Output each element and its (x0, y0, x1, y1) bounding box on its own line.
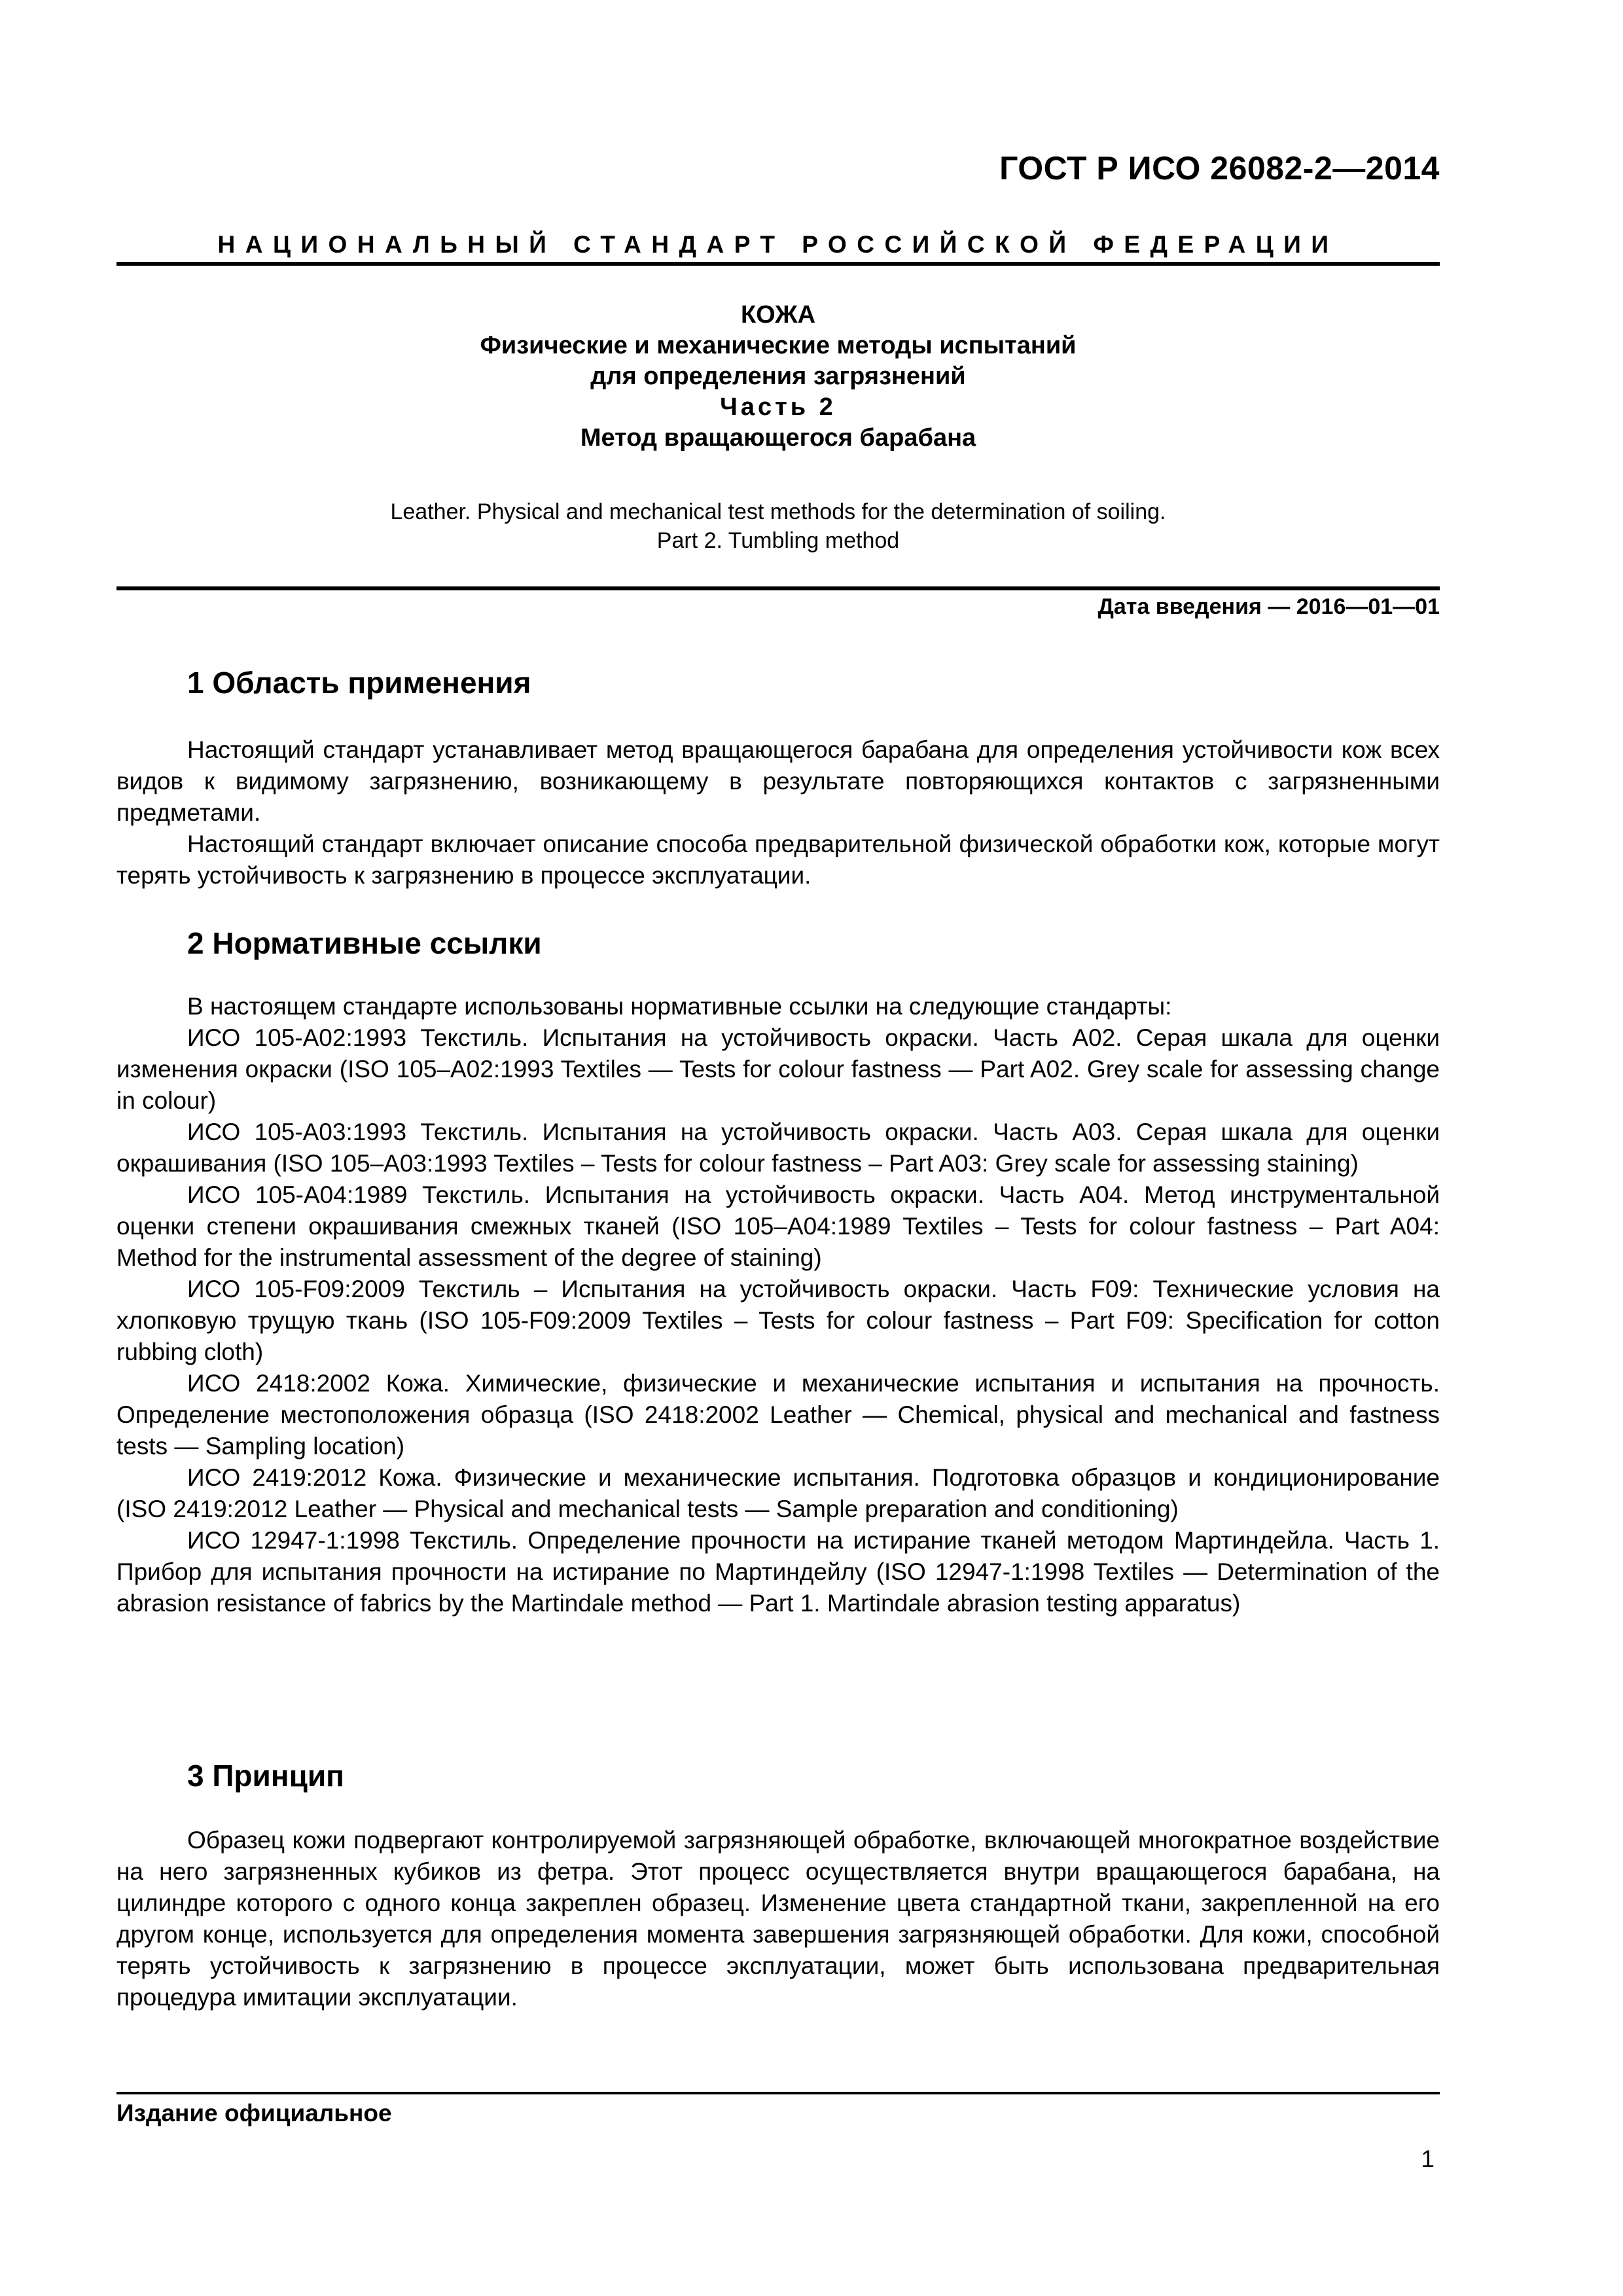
title-line-2: Физические и механические методы испытаний (480, 332, 1077, 359)
section-body (116, 734, 1440, 891)
reference-item: ИСО 2418:2002 Кожа. Химические, физические и механические испытания и испытания на прочность. Определение местоположения образца (ISO 2418:2002 Leather — Chemical, physical and mechanical and fastness tests — Sampling location) (116, 1370, 1440, 1460)
reference-item: ИСО 105-A04:1989 Текстиль. Испытания на устойчивость окраски. Часть A04. Метод инструментальной оценки степени окрашивания смежных тканей (ISO 105–A04:1989 Textiles – Tests for colour fastness – Part A04: Method for the instrumental assessment of the degree of staining) (116, 1181, 1440, 1271)
reference-item: ИСО 2419:2012 Кожа. Физические и механические испытания. Подготовка образцов и кондиционирование (ISO 2419:2012 Leather — Physical and mechanical tests — Sample preparation and conditioning) (116, 1464, 1440, 1522)
reference-item: ИСО 105-F09:2009 Текстиль – Испытания на устойчивость окраски. Часть F09: Технические условия на хлопковую трущую ткань (ISO 105-F09:2009 Textiles – Tests for colour fastness – Part F09: Specification for cotton rubbing cloth) (116, 1276, 1440, 1365)
section-heading: 3 Принцип (187, 1759, 344, 1793)
paragraph: Настоящий стандарт включает описание способа предварительной физической обработки кож, которые могут терять устойчивость к загрязнению в процессе эксплуатации. (116, 831, 1440, 889)
english-title (116, 497, 1440, 555)
english-title-line-1: Leather. Physical and mechanical test methods for the determination of soiling. (390, 499, 1166, 524)
title-line-3: для определения загрязнений (590, 363, 966, 390)
document-title (116, 300, 1440, 454)
national-standard-banner: НАЦИОНАЛЬНЫЙ СТАНДАРТ РОССИЙСКОЙ ФЕДЕРАЦИИ (217, 231, 1339, 258)
footer-rule (116, 2092, 1440, 2094)
page-number: 1 (1421, 2145, 1435, 2172)
document-page (116, 0, 1440, 2296)
title-line-5: Метод вращающегося барабана (580, 424, 976, 452)
paragraph: Настоящий стандарт устанавливает метод вращающегося барабана для определения устойчивости кож всех видов к видимому загрязнению, возникающему в результате повторяющихся контактов с загрязненными предметами. (116, 736, 1440, 826)
reference-item: ИСО 105-A03:1993 Текстиль. Испытания на устойчивость окраски. Часть A03. Серая шкала для оценки окрашивания (ISO 105–A03:1993 Textiles – Tests for colour fastness – Part A03: Grey scale for assessing staining) (116, 1119, 1440, 1177)
section-body (116, 991, 1440, 1619)
section-body (116, 1825, 1440, 2013)
paragraph: В настоящем стандарте использованы нормативные ссылки на следующие стандарты: (187, 993, 1172, 1020)
document-number: ГОСТ Р ИСО 26082-2—2014 (999, 150, 1440, 187)
english-title-line-2: Part 2. Tumbling method (656, 528, 900, 553)
title-line-1: КОЖА (740, 301, 816, 329)
official-edition-label: Издание официальное (116, 2100, 392, 2126)
header-rule (116, 262, 1440, 266)
introduction-date: Дата введения — 2016—01—01 (1097, 594, 1440, 619)
section-heading: 1 Область применения (187, 666, 531, 700)
reference-item: ИСО 12947-1:1998 Текстиль. Определение прочности на истирание тканей методом Мартиндейла. Часть 1. Прибор для испытания прочности на истирание по Мартиндейлу (ISO 12947-1:1998 Textiles — Determination of the abrasion resistance of fabrics by the Martindale method — Part 1. Martindale abrasion testing apparatus) (116, 1527, 1440, 1617)
title-rule (116, 586, 1440, 590)
reference-item: ИСО 105-A02:1993 Текстиль. Испытания на устойчивость окраски. Часть A02. Серая шкала для оценки изменения окраски (ISO 105–A02:1993 Textiles — Tests for colour fastness — Part A02. Grey scale for assessing change in colour) (116, 1024, 1440, 1114)
section-heading: 2 Нормативные ссылки (187, 926, 542, 960)
title-line-4: Часть 2 (720, 393, 836, 421)
paragraph: Образец кожи подвергают контролируемой загрязняющей обработке, включающей многократное воздействие на него загрязненных кубиков из фетра. Этот процесс осуществляется внутри вращающегося барабана, на цилиндре которого с одного конца закреплен образец. Изменение цвета стандартной ткани, закрепленной на его другом конце, используется для определения момента завершения загрязняющей обработки. Для кожи, способной терять устойчивость к загрязнению в процессе эксплуатации, может быть использована предварительная процедура имитации эксплуатации. (116, 1827, 1440, 2011)
